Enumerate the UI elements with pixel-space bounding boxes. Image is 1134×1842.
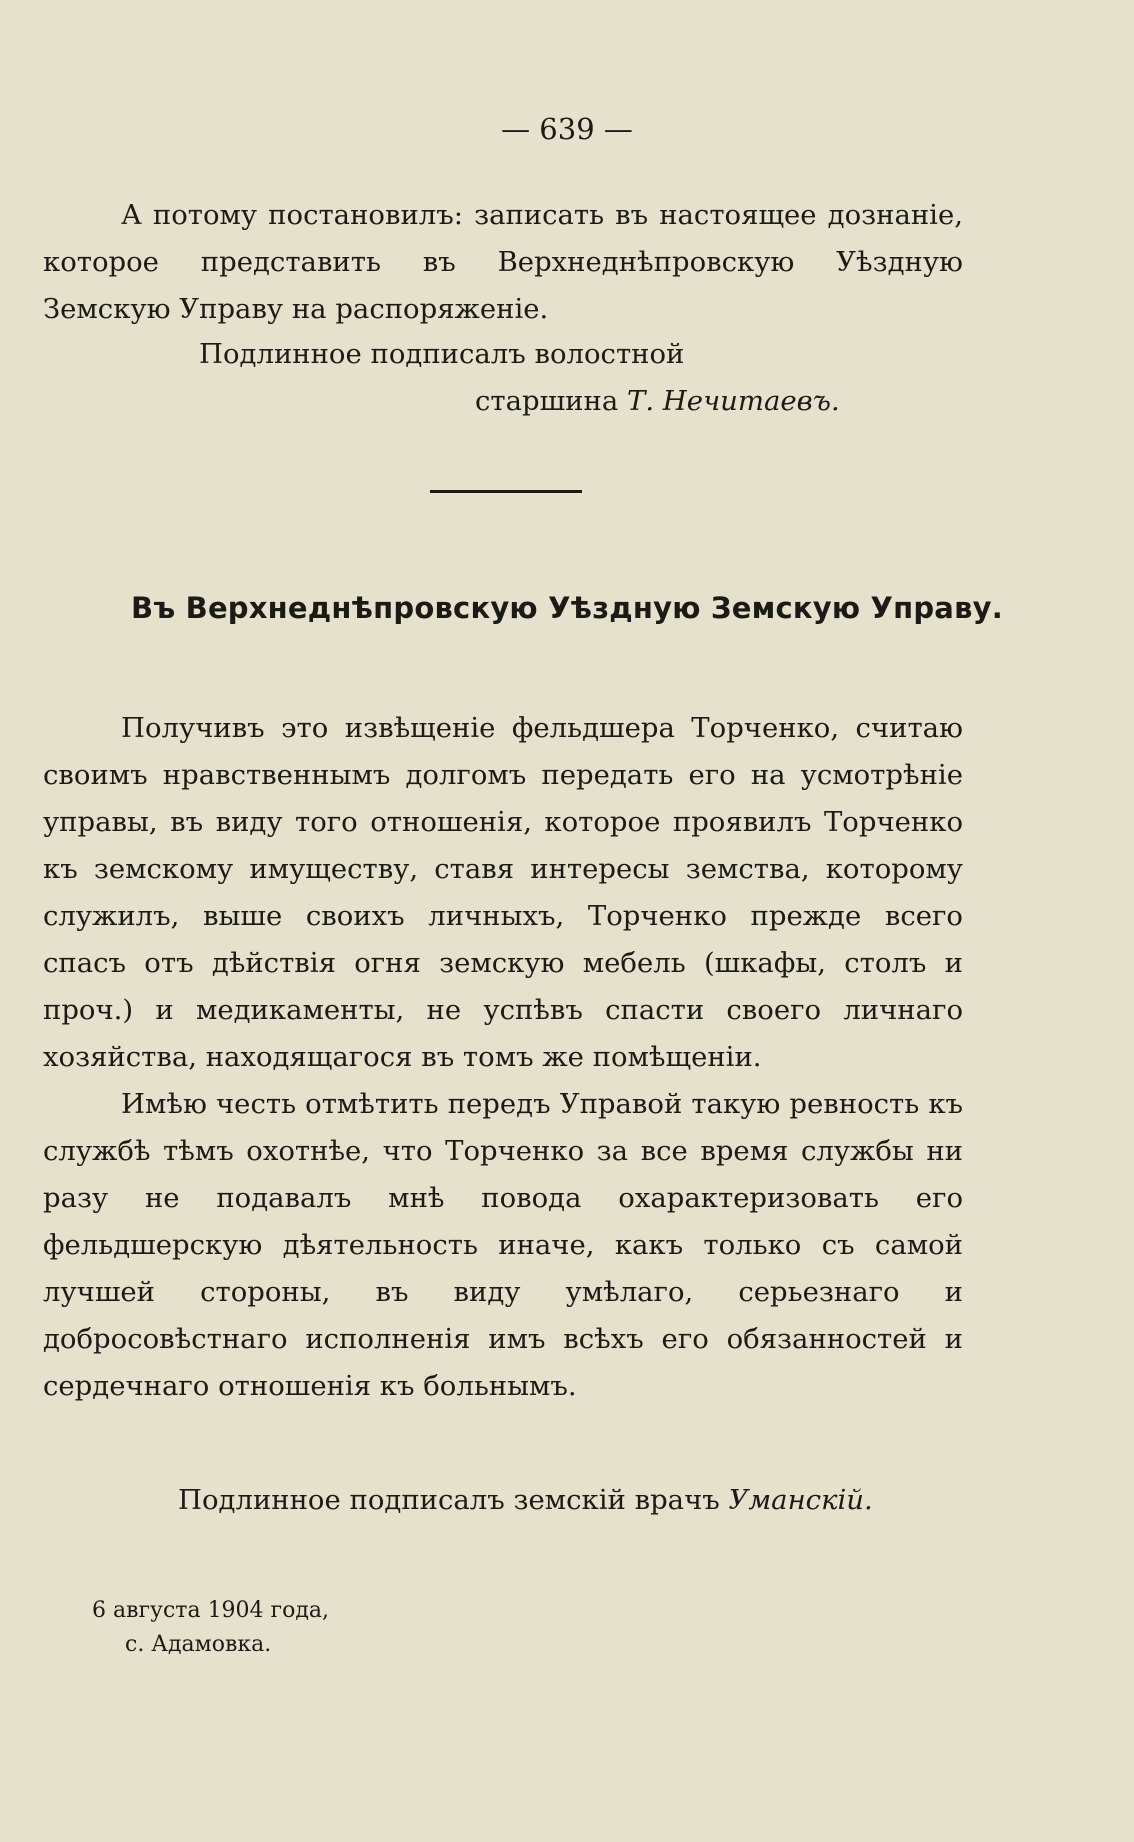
body-block bbox=[43, 705, 963, 1410]
first-signature-line2 bbox=[475, 385, 840, 417]
section-divider bbox=[430, 490, 582, 493]
body-paragraph-2: Имѣю честь отмѣтить передъ Управой такую ревность къ службѣ тѣмъ охотнѣе, что Торченко за все время службы ни разу не подавалъ мнѣ повода охарактеризовать его фельдшерскую дѣятельность иначе, какъ только съ самой лучшей стороны, въ виду умѣлаго, серьезнаго и добросовѣстнаго исполненія имъ всѣхъ его обязанностей и сердечнаго отношенія къ больнымъ. bbox=[43, 1088, 963, 1402]
page-number: — 639 — bbox=[501, 112, 633, 146]
intro-paragraph: А потому постановилъ: записать въ настоящее дознаніе, которое представить въ Верхнеднѣпровскую Уѣздную Земскую Управу на распоряженіе. bbox=[43, 199, 963, 325]
second-signature-title: Подлинное подписалъ земскій врачъ bbox=[178, 1484, 729, 1516]
body-paragraph-1: Получивъ это извѣщеніе фельдшера Торченко, считаю своимъ нравственнымъ долгомъ передать его на усмотрѣніе управы, въ виду того отношенія, которое проявилъ Торченко къ земскому имуществу, ставя интересы земства, которому служилъ, выше своихъ личныхъ, Торченко прежде всего спасъ отъ дѣйствія огня земскую мебель (шкафы, столъ и проч.) и медикаменты, не успѣвъ спасти своего личнаго хозяйства, находящагося въ томъ же помѣщеніи. bbox=[43, 712, 963, 1073]
second-signature-name: Уманскій. bbox=[728, 1484, 873, 1516]
first-signature-title: старшина bbox=[475, 385, 627, 417]
first-signature-line1: Подлинное подписалъ волостной bbox=[199, 338, 685, 370]
first-signature-name: Т. Нечитаевъ. bbox=[626, 385, 840, 417]
second-signature bbox=[178, 1484, 873, 1516]
date-line1: 6 августа 1904 года, bbox=[92, 1598, 329, 1623]
intro-block bbox=[43, 192, 963, 333]
date-line2: с. Адамовка. bbox=[125, 1632, 272, 1657]
section-heading: Въ Верхнеднѣпровскую Уѣздную Земскую Управу. bbox=[131, 591, 1003, 625]
